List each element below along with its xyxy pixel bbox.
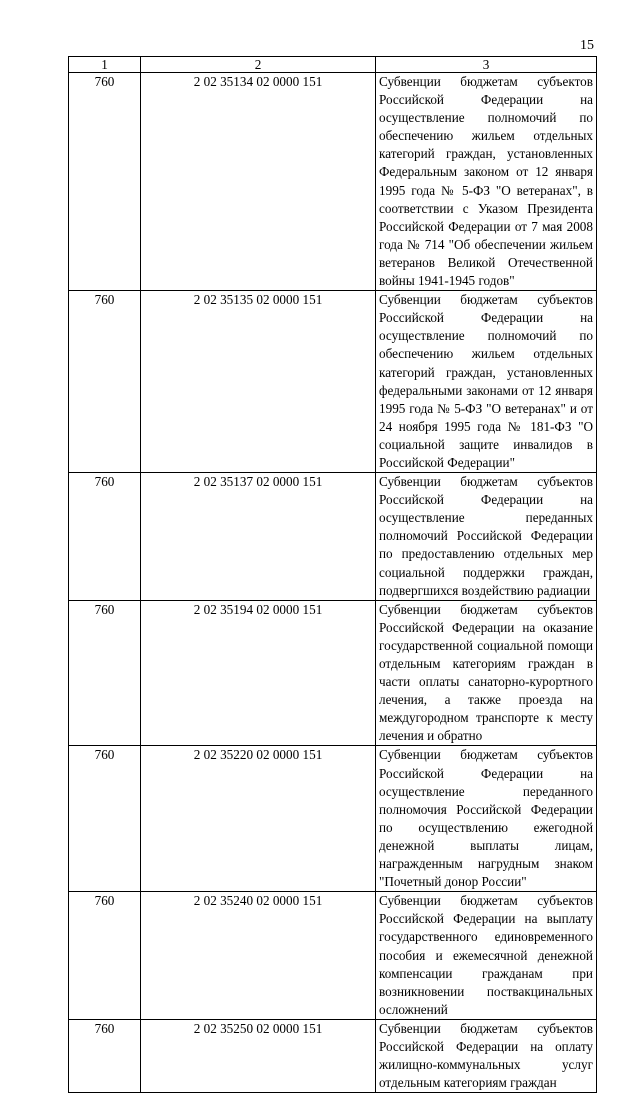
admin-code-cell: 760 xyxy=(69,473,141,601)
revenue-name-cell: Субвенции бюджетам субъектов Российской Федерации на осуществление полномочий по обеспечению жильем отдельных категорий граждан, установленных федеральными законами от 12 января 1995 года № 5-ФЗ "О ветеранах" и от 24 ноября 1995 года № 181-ФЗ "О социальной защите инвалидов в Российской Федерации" xyxy=(376,291,597,473)
admin-code-cell: 760 xyxy=(69,892,141,1020)
revenue-name-cell: Субвенции бюджетам субъектов Российской Федерации на оплату жилищно-коммунальных услуг отдельным категориям граждан xyxy=(376,1019,597,1092)
table-header-row xyxy=(69,57,597,73)
budget-code-cell: 2 02 35194 02 0000 151 xyxy=(141,600,376,746)
admin-code-cell: 760 xyxy=(69,746,141,892)
table-row xyxy=(69,892,597,1020)
table-row xyxy=(69,746,597,892)
table-row xyxy=(69,600,597,746)
table-row xyxy=(69,291,597,473)
admin-code-cell: 760 xyxy=(69,600,141,746)
revenue-name-cell: Субвенции бюджетам субъектов Российской Федерации на оказание государственной социальной помощи отдельным категориям граждан в части оплаты санаторно-курортного лечения, а также проезда на междугородном транспорте к месту лечения и обратно xyxy=(376,600,597,746)
revenue-name-cell: Субвенции бюджетам субъектов Российской Федерации на осуществление переданных полномочий Российской Федерации по предоставлению отдельных мер социальной поддержки граждан, подвергшихся воздействию радиации xyxy=(376,473,597,601)
admin-code-cell: 760 xyxy=(69,291,141,473)
revenue-name-cell: Субвенции бюджетам субъектов Российской Федерации на осуществление полномочий по обеспечению жильем отдельных категорий граждан, установленных Федеральным законом от 12 января 1995 года № 5-ФЗ "О ветеранах", в соответствии с Указом Президента Российской Федерации от 7 мая 2008 года № 714 "Об обеспечении жильем ветеранов Великой Отечественной войны 1941-1945 годов" xyxy=(376,73,597,291)
budget-code-cell: 2 02 35134 02 0000 151 xyxy=(141,73,376,291)
table-row xyxy=(69,473,597,601)
page-number: 15 xyxy=(580,38,594,53)
table-row xyxy=(69,73,597,291)
budget-code-cell: 2 02 35240 02 0000 151 xyxy=(141,892,376,1020)
table-row xyxy=(69,1019,597,1092)
revenue-name-cell: Субвенции бюджетам субъектов Российской Федерации на выплату государственного единовременного пособия и ежемесячной денежной компенсации гражданам при возникновении поствакцинальных осложнений xyxy=(376,892,597,1020)
budget-code-cell: 2 02 35220 02 0000 151 xyxy=(141,746,376,892)
column-header-3: 3 xyxy=(376,57,597,73)
revenue-name-cell: Субвенции бюджетам субъектов Российской Федерации на осуществление переданного полномочия Российской Федерации по осуществлению ежегодной денежной выплаты лицам, награжденным нагрудным знаком "Почетный донор России" xyxy=(376,746,597,892)
admin-code-cell: 760 xyxy=(69,1019,141,1092)
budget-code-cell: 2 02 35137 02 0000 151 xyxy=(141,473,376,601)
budget-code-cell: 2 02 35250 02 0000 151 xyxy=(141,1019,376,1092)
column-header-1: 1 xyxy=(69,57,141,73)
admin-code-cell: 760 xyxy=(69,73,141,291)
budget-code-cell: 2 02 35135 02 0000 151 xyxy=(141,291,376,473)
budget-revenue-table xyxy=(68,56,597,1093)
column-header-2: 2 xyxy=(141,57,376,73)
